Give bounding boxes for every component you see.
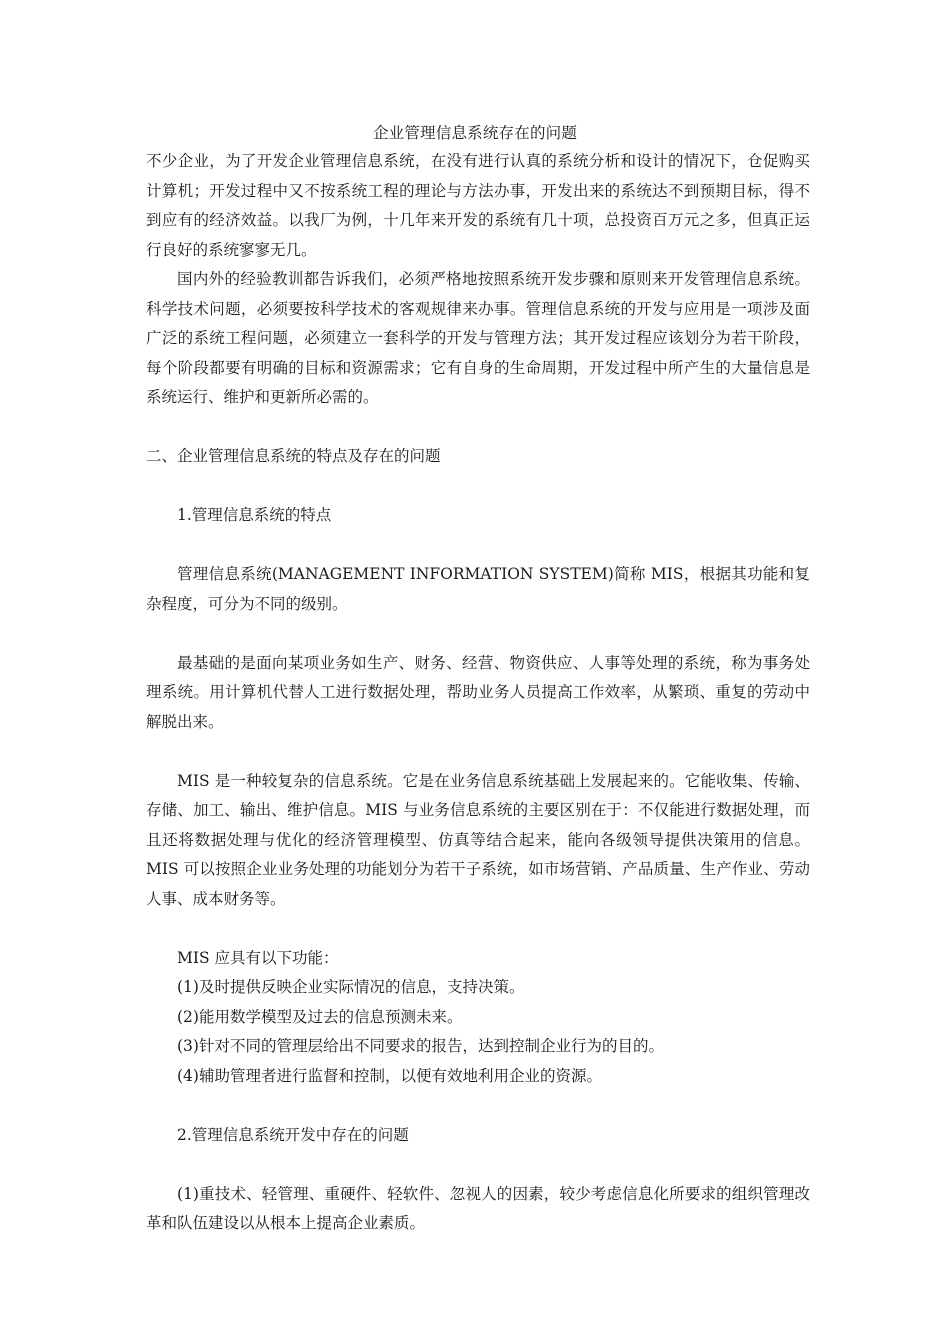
function-item: (3)针对不同的管理层给出不同要求的报告，达到控制企业行为的目的。 bbox=[177, 1037, 664, 1055]
paragraph-problem-1: (1)重技术、轻管理、重硬件、轻软件、忽视人的因素，较少考虑信息化所要求的组织管理改革和队伍建设以从根本上提高企业素质。 bbox=[146, 1184, 810, 1232]
function-item: (4)辅助管理者进行监督和控制，以便有效地利用企业的资源。 bbox=[177, 1066, 602, 1085]
paragraph-experience: 国内外的经验教训都告诉我们，必须严格地按照系统开发步骤和原则来开发管理信息系统。科学技术问题，必须要按科学技术的客观规律来办事。管理信息系统的开发与应用是一项涉及面广泛的系统工程问题，必须建立一套科学的开发与管理方法；其开发过程应该划分为若干阶段，每个阶段都要有明确的目标和资源需求；它有自身的生命周期，开发过程中所产生的大量信息是系统运行、维护和更新所必需的。 bbox=[146, 270, 810, 406]
paragraph-mis-definition: 管理信息系统(MANAGEMENT INFORMATION SYSTEM)简称 MIS，根据其功能和复杂程度，可分为不同的级别。 bbox=[146, 565, 810, 613]
subsection-heading-problems: 2.管理信息系统开发中存在的问题 bbox=[177, 1125, 409, 1144]
document-title: 企业管理信息系统存在的问题 bbox=[372, 124, 578, 142]
function-item: (1)及时提供反映企业实际情况的信息，支持决策。 bbox=[177, 978, 525, 996]
function-item: (2)能用数学模型及过去的信息预测未来。 bbox=[177, 1007, 463, 1026]
paragraph-mis-description: MIS 是一种较复杂的信息系统。它是在业务信息系统基础上发展起来的。它能收集、传输、存储、加工、输出、维护信息。MIS 与业务信息系统的主要区别在于：不仅能进行数据处理，而且还将数据处理与优化的经济管理模型、仿真等结合起来，能向各级领导提供决策用的信息。MIS 可以按照企业业务处理的功能划分为若干子系统，如市场营销、产品质量、生产作业、劳动人事、成本财务等。 bbox=[146, 771, 810, 908]
subsection-heading-features: 1.管理信息系统的特点 bbox=[177, 506, 332, 524]
paragraph-basic-level: 最基础的是面向某项业务如生产、财务、经营、物资供应、人事等处理的系统，称为事务处理系统。用计算机代替人工进行数据处理，帮助业务人员提高工作效率，从繁琐、重复的劳动中解脱出来。 bbox=[146, 653, 810, 731]
document-body bbox=[146, 147, 810, 1239]
paragraph-intro: 不少企业，为了开发企业管理信息系统，在没有进行认真的系统分析和设计的情况下，仓促购买计算机；开发过程中又不按系统工程的理论与方法办事，开发出来的系统达不到预期目标，得不到应有的经济效益。以我厂为例，十几年来开发的系统有几十项，总投资百万元之多，但真正运行良好的系统寥寥无几。 bbox=[146, 152, 810, 259]
functions-intro: MIS 应具有以下功能： bbox=[177, 948, 339, 967]
section-heading: 二、企业管理信息系统的特点及存在的问题 bbox=[146, 447, 441, 465]
